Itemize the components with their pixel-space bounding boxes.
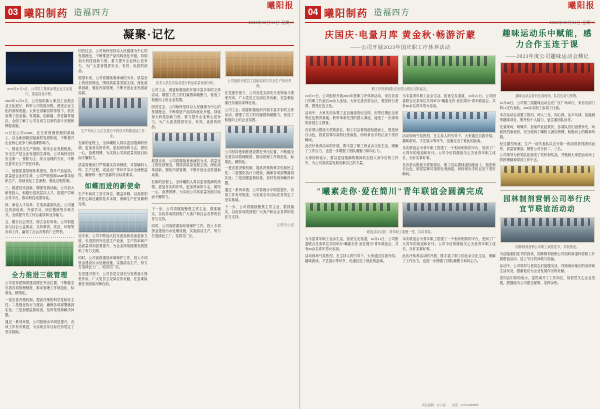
photo-drying	[225, 51, 294, 77]
photo-sports-2	[500, 165, 595, 187]
photo-outing-2	[402, 55, 496, 85]
article-right-column	[500, 26, 595, 288]
article-subhead-right: ——2023年度公司趣味运动会侧记	[505, 55, 590, 60]
column-4	[225, 49, 294, 337]
photo-caption: 技术人员在实验室进行药品质量检测分析。	[155, 81, 217, 85]
body-paragraph: 老同志们纷纷表示，虽然离开了工作岗位，但依然关心企业发展，愿继续为公司建言献策、发挥余热。	[499, 276, 595, 285]
body-paragraph: 一是完善决策机制，提高决策的科学性和民主性；二是强化执行力建设，确保各项部署落到实处；三是加强监督检查，及时发现和解决问题。	[224, 166, 294, 186]
divider	[500, 190, 595, 191]
column-2	[78, 49, 147, 337]
body-paragraph: 本次运动会设置了拔河、两人三足、同心鼓、运乒乓球、袋鼠跳等趣味项目，既考验个人能力，更注重团队协作。	[499, 112, 595, 122]
photo-lab	[78, 209, 147, 233]
masthead-title: 曦阳制药	[324, 8, 369, 20]
footer-note: 责任编辑：办公室 电话：0539-8888888	[421, 403, 479, 407]
body-paragraph: 下一步，公司将继续聚焦主责主业，狠抓落实，以优异成绩回报广大客户和社会各界的信任与支持。	[151, 207, 221, 221]
body-paragraph: 活动现场气氛热烈，在主持人的引导下，大家通过自我介绍、趣味游戏、才艺展示等环节，迅速拉近了彼此的距离。	[305, 254, 399, 264]
paper-date: 2023年10月31日 星期二	[248, 20, 294, 25]
body-paragraph: 为丰富青年职工业余生活，拓宽交友渠道，10月21日，公司团委联合兄弟单位共同举办"曦素走你·爱在简川"青年联谊会，共有60余名青年男女参加。	[402, 94, 496, 108]
article-headline-left: 庆国庆·电量月库 黄金秋·畅游沂蒙	[324, 30, 476, 40]
body-paragraph: 为丰富青年职工业余生活，拓宽交友渠道，10月21日，公司团委联合兄弟单位共同举办"曦素走你·爱在简川"青年联谊会，共有60余名青年男女参加。	[305, 237, 399, 252]
body-paragraph: 回首过去，公司始终坚持以人民健康为中心的发展理念，不断推进产品结构优化升级，持续加大科技创新力度，着力提升企业核心竞争力，为广大患者提供安全、有效、优质的药品。	[151, 104, 221, 129]
photo-youth-1	[305, 202, 399, 228]
masthead-subtitle: 造福四方	[74, 7, 111, 17]
body-paragraph: 此次疗休养活动的开展，既丰富了职工的业余文化生活，缓解了工作压力，也进一步增强了团队凝聚力和向心力。	[402, 254, 496, 264]
photo-outing-1	[305, 55, 399, 85]
body-paragraph: 此次疗休养活动的开展，既丰富了职工的业余文化生活，缓解了工作压力，也进一步增强了团队凝聚力和向心力。	[305, 144, 399, 154]
photo-caption: 生产车间工人正在进行中药饮片的精选加工作业。	[81, 129, 145, 139]
body-paragraph: 生产车间员工坚守岗位，精益求精，以高度的责任心和过硬的技术本领，保障生产任务顺利完成。	[78, 192, 148, 206]
folio-number: 04	[305, 6, 321, 19]
photo-youth-2	[402, 202, 496, 228]
column-container-left	[5, 49, 294, 337]
body-paragraph: 公司坚持把制度建设摆在突出位置，不断健全完善各项管理制度，推动管理工作规范化、标准化、精细化。	[224, 149, 294, 164]
section-title: 如蝶而进的新使命	[84, 183, 141, 190]
photo-inspection	[152, 132, 221, 158]
body-paragraph: 二、加强质量管理体系建设，提升产品品质。质量是企业的生命，公司严格按照GMP要求组织生产，持续优化工艺流程，强化过程控制。	[5, 169, 75, 184]
masthead-right	[249, 0, 295, 28]
body-paragraph: 展望未来，公司将继续秉承诚信为本、质量至上的经营理念，围绕高质量发展主线，深化改革创新，强化内部管理，不断开创企业发展新局面。	[78, 75, 148, 95]
body-paragraph: 四、深化人才培养，打造高素质队伍。公司通过内部培训、外部学习、岗位锻炼等多种方式，全面提升员工综合素质和业务能力。	[5, 202, 75, 217]
masthead-title: 曦阳制药	[24, 8, 69, 20]
photo-row	[305, 200, 496, 229]
body-paragraph: 活动中，公司领导与老同志们促膝交谈，详细询问他们的身体和生活状况，感谢他们为企业发展作出的贡献。	[499, 264, 595, 274]
body-paragraph: 通过一系列举措，公司管理水平明显提升，各项工作有序推进，为实现全年目标任务奠定了坚实基础。	[5, 320, 75, 334]
byline: 文/图 办公室	[276, 222, 294, 227]
photo-caption: 2023年11月3日，公司员工集体参观企业文化展厅，重温创业历程。	[7, 87, 73, 96]
paper-date: 2023年10月31日 星期二	[549, 20, 595, 25]
masthead-subtitle: 造福四方	[374, 7, 411, 17]
photo-caption: 联谊活动合影：青年职工欢聚一堂，共话青春。	[366, 230, 434, 235]
photo-caption: 园林制剂营销公司职工欢度佳节，共叙情谊。	[515, 245, 580, 250]
column-3	[152, 49, 221, 337]
article-headline-bottom: 园林制剂营销公司举行庆宜节联谊活动动	[503, 195, 592, 214]
photo-scenery	[402, 111, 495, 133]
body-paragraph: 下一步，公司将继续聚焦主责主业，狠抓落实，以优异成绩回报广大客户和社会各界的信任与支持。	[224, 205, 294, 219]
article-headline-right: 趣味运动乐中赋能，感力合作玉连于课	[502, 29, 593, 49]
body-paragraph: 通过一系列举措，公司管理水平明显提升，各项工作有序推进，为实现全年目标任务奠定了坚实基础。	[224, 188, 294, 203]
page-title: 凝聚·记忆	[123, 29, 176, 41]
body-paragraph: 展望未来，公司将继续秉承诚信为本、质量至上的经营理念，围绕高质量发展主线，深化改革创新，强化内部管理，不断开创企业发展新局面。	[151, 158, 221, 178]
body-paragraph: 公司领导为获奖队伍颁发了奖杯和奖品，并勉励大家把运动场上的拼搏精神带到工作中去。	[499, 153, 595, 163]
column-1	[305, 94, 398, 179]
body-paragraph: 本次联谊会为青年职工搭建了一个相识相知的平台，受到了广大青年的欢迎和好评。公司今后将继续关心关爱青年职工成长，办好实事好事。	[402, 145, 496, 160]
body-paragraph: 大家纷纷表示，要以更加饱满的精神状态投入到今后的工作中，为公司高质量发展贡献自己的力量。	[305, 156, 399, 166]
headline-rule	[5, 45, 294, 46]
body-paragraph: 10月17日，公司组织开展2023年度职工疗休养活动，来自各部门的职工代表共40余人参加。大家走进沂蒙山区，观赏秋日美景，感受红色文化。	[305, 94, 399, 108]
article-subhead-left: ——公司开展2023年国庆职工疗休养活动	[350, 46, 451, 51]
body-paragraph: 同时，公司高度重视环境保护工作，投入专项资金建设污水处理设施，实施清洁生产，努力打造绿色工厂、花园式厂区。	[78, 255, 148, 270]
sub-columns-2	[305, 237, 496, 266]
body-paragraph: 五、履行社会责任，树立良好形象。公司积极参与社会公益事业，支持教育、扶贫、环保等各项工作，赢得了社会各界的广泛赞誉。	[5, 219, 75, 234]
body-paragraph: 活动中，大家先后参观了孟良崮战役纪念馆、沂蒙红嫂纪念馆等红色教育基地，聆听革命先烈的感人事迹，接受了一次深刻的爱国主义教育。	[305, 110, 399, 125]
column-2	[402, 94, 495, 179]
body-paragraph: 活动现场气氛热烈，在主持人的引导下，大家通过自我介绍、趣味游戏、才艺展示等环节，迅速拉近了彼此的距离。	[402, 133, 496, 143]
photo-herb-processing	[152, 51, 221, 79]
photo-ceremony	[5, 51, 74, 85]
body-paragraph: 质量管理部门严格落实各项制度，对原辅料入库、生产过程、成品出厂等环节实行全流程监控，确保每一批产品都符合标准要求。	[78, 163, 148, 178]
paper-name: 曦阳报	[568, 1, 595, 10]
body-paragraph: 在党建引领下，公司各党支部充分发挥战斗堡垒作用，广大党员立足岗位作贡献，在急难险重任务面前冲锋在前。	[224, 91, 294, 105]
article-left-half	[305, 26, 496, 288]
sub-columns	[305, 94, 496, 179]
body-paragraph: 10月28日，公司第三届趣味运动会在厂区广场举行，来自各部门的12支代表队、200余名职工参加了比赛。	[499, 101, 595, 110]
photo-row	[305, 53, 496, 86]
divider	[305, 182, 496, 183]
column-1	[305, 237, 398, 266]
body-paragraph: 三、推进技术创新，增强发展动能。公司加大研发投入，积极引进高层次人才，搭建产学研合作平台，推动科技成果转化。	[5, 186, 75, 200]
photo-workshop	[78, 97, 147, 127]
body-paragraph: 本次联谊会为青年职工搭建了一个相识相知的平台，受到了广大青年的欢迎和好评。公司今后将继续关心关爱青年职工成长，办好实事好事。	[402, 237, 496, 252]
page-04	[300, 0, 600, 409]
divider	[152, 203, 221, 204]
column-2	[402, 237, 495, 266]
photo-sports-1	[500, 62, 595, 92]
body-paragraph: 11月在公司21460，在日常管理管理的基础上，以全新面貌迎接新的发展阶段，不断提升企业核心竞争力和品牌影响力。	[5, 130, 75, 145]
body-paragraph: 在党建引领下，公司各党支部充分发挥战斗堡垒作用，广大党员立足岗位作贡献，在急难险重任务面前冲锋在前。	[78, 272, 148, 287]
masthead-right	[550, 0, 596, 28]
body-paragraph: 一、强化安全生产管理，筑牢企业发展根基。安全生产是企业发展的生命线，公司始终坚持安全第一、预防为主、综合治理的方针，不断完善安全生产责任体系。	[5, 147, 75, 167]
article-headline-mid: "曦素走你·爱在简川"青年联谊会圆满完成	[316, 187, 485, 197]
body-paragraph: 公司坚持把制度建设摆在突出位置，不断健全完善各项管理制度，推动管理工作规范化、标准化、精细化。	[5, 281, 75, 296]
photo-caption: 职工疗休养团队在沂蒙山景区合影留念。	[371, 87, 430, 91]
photo-training	[225, 125, 294, 149]
folio-number: 03	[5, 6, 21, 19]
body-paragraph: 在新的征程上，全体曦阳人将以更加饱满的热情、更加务实的作风、更加昂扬的斗志，团结一心，奋勇拼搏，为实现公司高质量发展目标而不懈努力。	[151, 180, 221, 200]
paper-name: 曦阳报	[267, 1, 294, 10]
section-title: 全力推进三级管理	[11, 272, 68, 280]
body-paragraph: 回首过去，公司始终坚持以人民健康为中心的发展理念，不断推进产品结构优化升级，持续加大科技创新力度，着力提升企业核心竞争力，为广大患者提供安全、有效、优质的药品。	[78, 49, 148, 73]
body-paragraph: 在沂蒙山银座天蒙旅游区，职工们沿着栈道拾级而上，饱览秋日山色，欣赏层林尽染的壮美画卷，纷纷拿出手机记录下美好瞬间。	[305, 127, 399, 142]
photo-caption: 趣味运动会拔河比赛现场，队员们奋力拼搏。	[515, 94, 580, 98]
body-paragraph: 一是完善决策机制，提高决策的科学性和民主性；二是强化执行力建设，确保各项部署落到实处；三是加强监督检查，及时发现和解决问题。	[5, 298, 75, 318]
body-paragraph: 为迎接重阳佳节的到来，园林制剂营销公司组织离退休老职工开展联谊活动，送上节日的问候与祝福。	[499, 252, 595, 262]
divider	[5, 237, 74, 238]
body-paragraph: 公司工会、团委积极组织开展丰富多彩的文体活动，增强了员工的归属感和凝聚力，营造了积极向上的企业氛围。	[151, 88, 221, 102]
body-paragraph: 2023年11月3日，公司组织新入职员工参观企业文化展厅，聆听公司发展历程，感受企业文化的深厚底蕴。大家在讲解员的带领下，依次参观了创业篇、发展篇、创新篇、责任篇等展区，全面了解了公司自成立以来的奋斗历程和辉煌成就。	[5, 99, 75, 128]
photo-caption: 公司组织开展员工技能培训与安全生产知识考核。	[227, 79, 292, 88]
photo-field	[5, 241, 74, 267]
body-paragraph: 在沂蒙山银座天蒙旅游区，职工们沿着栈道拾级而上，饱览秋日山色，欣赏层林尽染的壮美画卷，纷纷拿出手机记录下美好瞬间。	[402, 162, 496, 177]
masthead-right-page	[305, 1, 595, 25]
masthead-left	[5, 1, 294, 25]
column-1	[5, 49, 74, 337]
body-paragraph: 经过激烈角逐，生产一部代表队以总分第一的成绩获得团体冠军，质量管理部、销售公司分获二、三名。	[499, 141, 595, 151]
column-container-right	[305, 26, 595, 288]
body-paragraph: 比赛现场，呐喊声、加油声此起彼伏，参赛队员们奋勇争先，场面热烈而欢快，充分展现了曦阳人团结拼搏、积极向上的精神风貌。	[499, 124, 595, 139]
body-paragraph: 在新的征程上，全体曦阳人将以更加饱满的热情、更加务实的作风、更加昂扬的斗志，团结一心，奋勇拼搏，为实现公司高质量发展目标而不懈努力。	[78, 141, 148, 161]
body-paragraph: 公司工会、团委积极组织开展丰富多彩的文体活动，增强了员工的归属感和凝聚力，营造了积极向上的企业氛围。	[224, 107, 294, 122]
photo-festival	[500, 217, 595, 243]
body-paragraph: 近年来，公司不断加大技术改造和设备更新力度，引进国内外先进生产设备，生产效率和产品质量得到显著提升，为企业持续健康发展提供了有力支撑。	[78, 233, 148, 253]
body-paragraph: 同时，公司高度重视环境保护工作，投入专项资金建设污水处理设施，实施清洁生产，努力打造绿色工厂、花园式厂区。	[151, 223, 221, 238]
